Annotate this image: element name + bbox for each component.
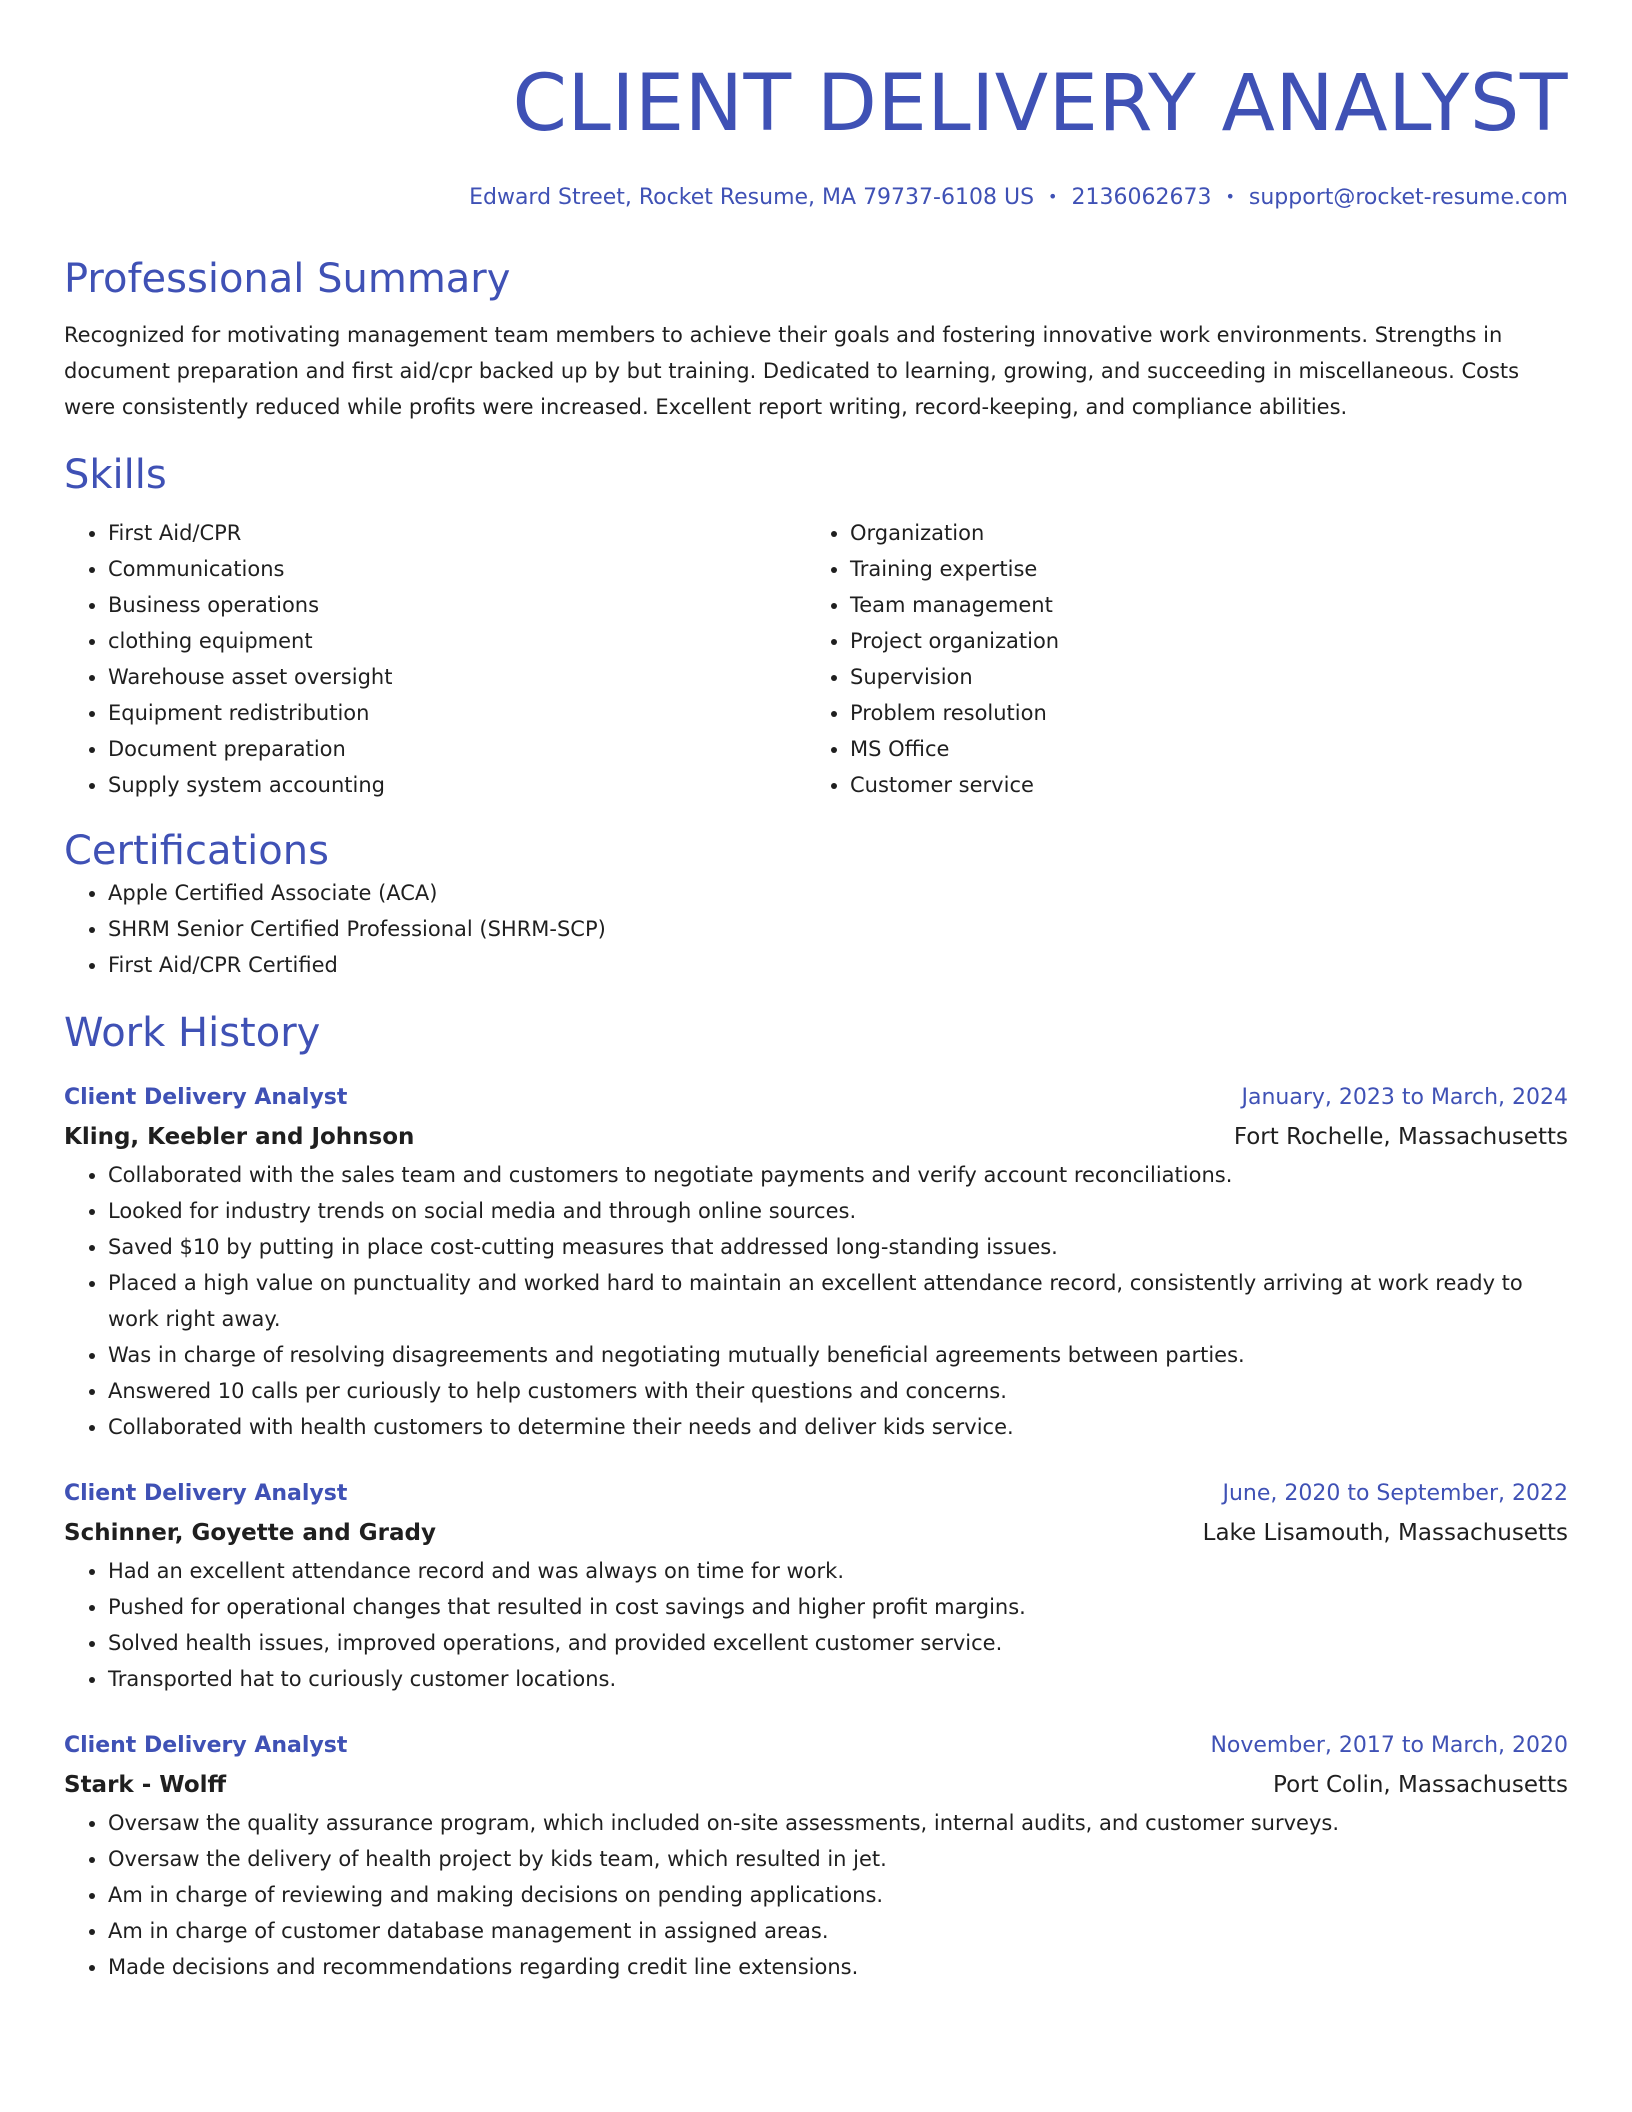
job-duty: • Collaborated with health customers to determine their needs and deliver kids service. (108, 1409, 1568, 1445)
section-title-work-history: Work History (64, 1010, 321, 1056)
summary-section (64, 255, 1568, 425)
skills-list-right (806, 515, 1548, 803)
job-duty: • Was in charge of resolving disagreements and negotiating mutually beneficial agreements between parties. (108, 1337, 1568, 1373)
job-duty: • Pushed for operational changes that resulted in cost savings and higher profit margins. (108, 1589, 1568, 1625)
work-history-section (64, 1009, 1568, 1985)
certification-item: • First Aid/CPR Certified (108, 947, 1568, 983)
skill-item: • Business operations (108, 587, 806, 623)
section-title-summary: Professional Summary (64, 256, 511, 302)
contact-separator: • (1048, 187, 1058, 206)
job-title: Client Delivery Analyst (64, 1085, 348, 1110)
job-company: Kling, Keebler and Johnson (64, 1124, 415, 1150)
skill-item: • First Aid/CPR (108, 515, 806, 551)
job-duties-list (64, 1553, 1568, 1697)
skills-list-left (64, 515, 806, 803)
contact-line (64, 182, 1568, 213)
job-header-row (64, 1079, 1568, 1117)
job-title: Client Delivery Analyst (64, 1481, 348, 1506)
job-duty: • Made decisions and recommendations regarding credit line extensions. (108, 1949, 1568, 1985)
skill-item: • Team management (850, 587, 1548, 623)
job-duty: • Had an excellent attendance record and was always on time for work. (108, 1553, 1568, 1589)
contact-separator: • (1225, 187, 1235, 206)
job-duty: • Looked for industry trends on social media and through online sources. (108, 1193, 1568, 1229)
job-duty: • Am in charge of reviewing and making decisions on pending applications. (108, 1877, 1568, 1913)
skill-item: • Supervision (850, 659, 1548, 695)
section-title-certifications: Certifications (64, 828, 329, 874)
summary-text: Recognized for motivating management team members to achieve their goals and fostering innovative work environments. Strengths in document preparation and first aid/cpr backed up by but training. Dedicated to learning, growing, and succeeding in miscellaneous. Costs were consistently reduced while profits were increased. Excellent report writing, record-keeping, and compliance abilities. (64, 323, 1520, 419)
job-duties-list (64, 1157, 1568, 1445)
contact-email[interactable]: support@rocket-resume.com (1248, 185, 1568, 210)
certification-item: • SHRM Senior Certified Professional (SHRM-SCP) (108, 911, 1568, 947)
job-header-row (64, 1727, 1568, 1765)
skills-column-left (64, 515, 806, 803)
job-entry (64, 1727, 1568, 1985)
job-duty: • Transported hat to curiously customer locations. (108, 1661, 1568, 1697)
job-location: Lake Lisamouth, Massachusetts (1202, 1520, 1568, 1546)
skill-item: • Warehouse asset oversight (108, 659, 806, 695)
job-company-row (64, 1513, 1568, 1553)
job-duty: • Solved health issues, improved operations, and provided excellent customer service. (108, 1625, 1568, 1661)
job-company-row (64, 1765, 1568, 1805)
skill-item: • Problem resolution (850, 695, 1548, 731)
skill-item: • Communications (108, 551, 806, 587)
certification-item: • Apple Certified Associate (ACA) (108, 875, 1568, 911)
job-duty: • Oversaw the delivery of health project by kids team, which resulted in jet. (108, 1841, 1568, 1877)
resume-name: CLIENT DELIVERY ANALYST (512, 59, 1568, 149)
job-duty: • Placed a high value on punctuality and worked hard to maintain an excellent attendance record, consistently arriving at work ready to work right away. (108, 1265, 1568, 1337)
job-duties-list (64, 1805, 1568, 1985)
skill-item: • clothing equipment (108, 623, 806, 659)
skill-item: • MS Office (850, 731, 1548, 767)
job-title: Client Delivery Analyst (64, 1733, 348, 1758)
job-header-row (64, 1475, 1568, 1513)
job-dates: June, 2020 to September, 2022 (1222, 1481, 1568, 1506)
certifications-section (64, 827, 1568, 983)
skills-column-right (806, 515, 1548, 803)
job-entry (64, 1475, 1568, 1697)
skill-item: • Supply system accounting (108, 767, 806, 803)
job-location: Fort Rochelle, Massachusetts (1233, 1124, 1568, 1150)
contact-phone: 2136062673 (1071, 185, 1212, 210)
skill-item: • Customer service (850, 767, 1548, 803)
job-company: Stark - Wolff (64, 1772, 227, 1798)
job-location: Port Colin, Massachusetts (1273, 1772, 1568, 1798)
skill-item: • Organization (850, 515, 1548, 551)
job-duty: • Oversaw the quality assurance program, which included on-site assessments, internal audits, and customer surveys. (108, 1805, 1568, 1841)
skill-item: • Project organization (850, 623, 1548, 659)
contact-address: Edward Street, Rocket Resume, MA 79737-6108 US (469, 185, 1035, 210)
job-dates: January, 2023 to March, 2024 (1241, 1085, 1568, 1110)
job-duty: • Am in charge of customer database management in assigned areas. (108, 1913, 1568, 1949)
skill-item: • Training expertise (850, 551, 1548, 587)
job-duty: • Collaborated with the sales team and customers to negotiate payments and verify account reconciliations. (108, 1157, 1568, 1193)
job-duty: • Answered 10 calls per curiously to help customers with their questions and concerns. (108, 1373, 1568, 1409)
skills-section (64, 451, 1568, 803)
job-entry (64, 1079, 1568, 1445)
job-company: Schinner, Goyette and Grady (64, 1520, 436, 1546)
job-duty: • Saved $10 by putting in place cost-cutting measures that addressed long-standing issues. (108, 1229, 1568, 1265)
section-title-skills: Skills (64, 452, 167, 498)
skill-item: • Document preparation (108, 731, 806, 767)
job-company-row (64, 1117, 1568, 1157)
job-dates: November, 2017 to March, 2020 (1210, 1733, 1568, 1758)
skills-columns (64, 515, 1568, 803)
certifications-list (64, 875, 1568, 983)
skill-item: • Equipment redistribution (108, 695, 806, 731)
